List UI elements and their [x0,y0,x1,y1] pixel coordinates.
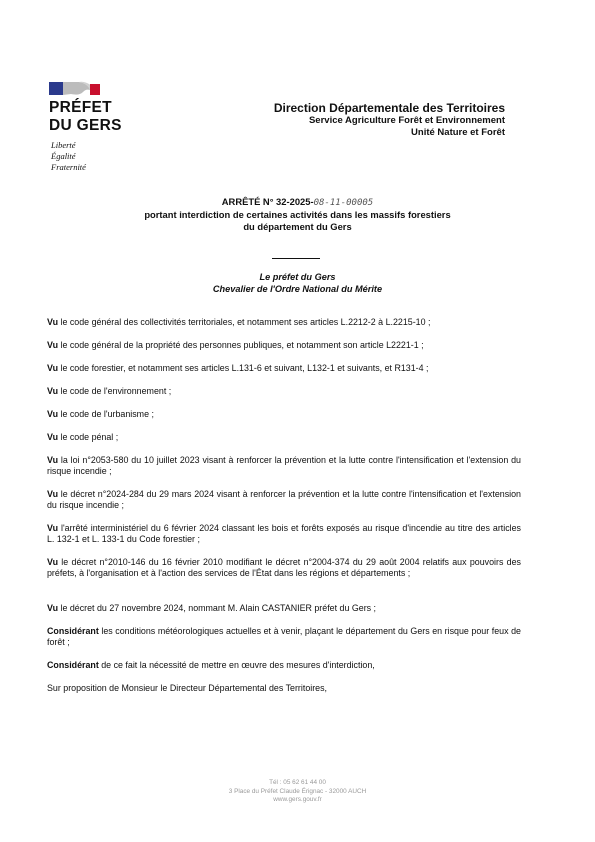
visa-lead: Vu [47,557,59,567]
visa-text: le code de l'urbanisme ; [58,409,154,419]
service-name: Service Agriculture Forêt et Environnement [308,115,505,126]
visa-text: le code de l'environnement ; [58,386,172,396]
prefet-line1: PRÉFET [49,99,112,116]
direction-header [274,101,505,139]
visa-text: la loi n°2053-580 du 10 juillet 2023 visant à renforcer la prévention et la lutte contre l'intensification et l'extension du risque incendie ; [47,455,521,477]
visa-paragraph [47,523,521,546]
visa-paragraph [47,455,521,478]
visa-lead: Vu [47,409,59,419]
visa-paragraph [47,363,521,374]
footer-phone: Tél : 05 62 61 44 00 [269,779,326,786]
visa-text: le décret n°2010-146 du 16 février 2010 modifiant le décret n°2004-374 du 29 août 2004 relatifs aux pouvoirs des préfets, à l'organisation et à l'action des services de l'État dans les régions et départements ; [47,557,521,579]
devise-liberte: Liberté [51,140,76,150]
proposition-paragraph [47,683,521,694]
arrete-subject-line1: portant interdiction de certaines activités dans les massifs forestiers [144,209,451,220]
title-divider [272,258,320,259]
visa-lead: Vu [47,317,59,327]
visa-text: le code général de la propriété des personnes publiques, et notamment son article L2221-1 ; [58,340,424,350]
visa-text: le décret du 27 novembre 2024, nommant M. Alain CASTANIER préfet du Gers ; [58,603,377,613]
considerant-text: de ce fait la nécessité de mettre en œuvre des mesures d'interdiction, [98,660,375,670]
devise-fraternite: Fraternité [51,162,86,172]
prefet-distinction: Chevalier de l'Ordre National du Mérite [212,284,383,294]
prefet-signatory [0,271,595,295]
visa-paragraph [47,432,521,443]
considerant-paragraph [47,626,521,649]
visa-lead: Vu [47,455,59,465]
footer-website: www.gers.gouv.fr [273,796,322,803]
visa-text: le code pénal ; [58,432,119,442]
arrete-title [0,196,595,233]
devise-egalite: Égalité [51,151,76,161]
considerant-paragraph [47,660,521,671]
considerant-lead: Considérant [47,660,99,670]
visa-text: le code forestier, et notamment ses articles L.131-6 et suivant, L132-1 et suivants, et R131-4 ; [58,363,429,373]
visa-lead: Vu [47,432,59,442]
arrete-number [0,196,595,209]
footer-address: 3 Place du Préfet Claude Érignac - 32000 AUCH [228,787,367,795]
arrete-number-prefix: ARRÊTÉ N° 32-2025- [221,196,314,207]
visa-paragraph [47,386,521,397]
proposition-text: Sur proposition de Monsieur le Directeur Départemental des Territoires, [47,683,328,693]
arrete-subject-line2: du département du Gers [243,221,352,232]
visa-lead: Vu [47,489,59,499]
arrete-number-handwritten: 08-11-00005 [313,198,374,208]
page-footer [0,779,595,805]
visa-lead: Vu [47,340,59,350]
visa-paragraph [47,340,521,351]
visa-text: l'arrêté interministériel du 6 février 2024 classant les bois et forêts exposés au risque d'incendie au titre des articles L. 132-1 et L. 133-1 du Code forestier ; [47,523,521,545]
visa-paragraph [47,409,521,420]
marianne-icon [49,80,101,96]
visa-paragraph [47,557,521,580]
visa-lead: Vu [47,386,59,396]
visa-text: le code général des collectivités territoriales, et notamment ses articles L.2212-2 à L.2215-10 ; [58,317,431,327]
considerant-text: les conditions météorologiques actuelles et à venir, plaçant le département du Gers en risque pour feux de forêt ; [47,626,521,648]
visa-text: le décret n°2024-284 du 29 mars 2024 visant à renforcer la prévention et la lutte contre l'intensification et l'extension du risque incendie ; [47,489,521,511]
visa-lead: Vu [47,523,59,533]
visa-paragraph [47,489,521,512]
visa-lead: Vu [47,603,59,613]
prefecture-logo [49,80,159,180]
considerant-lead: Considérant [47,626,99,636]
prefet-name: Le préfet du Gers [259,272,336,282]
visa-paragraph [47,317,521,328]
visa-lead: Vu [47,363,59,373]
visa-paragraph [47,603,521,614]
direction-name: Direction Départementale des Territoires [273,101,505,115]
unit-name: Unité Nature et Forêt [411,127,505,138]
prefet-line2: DU GERS [49,117,122,134]
